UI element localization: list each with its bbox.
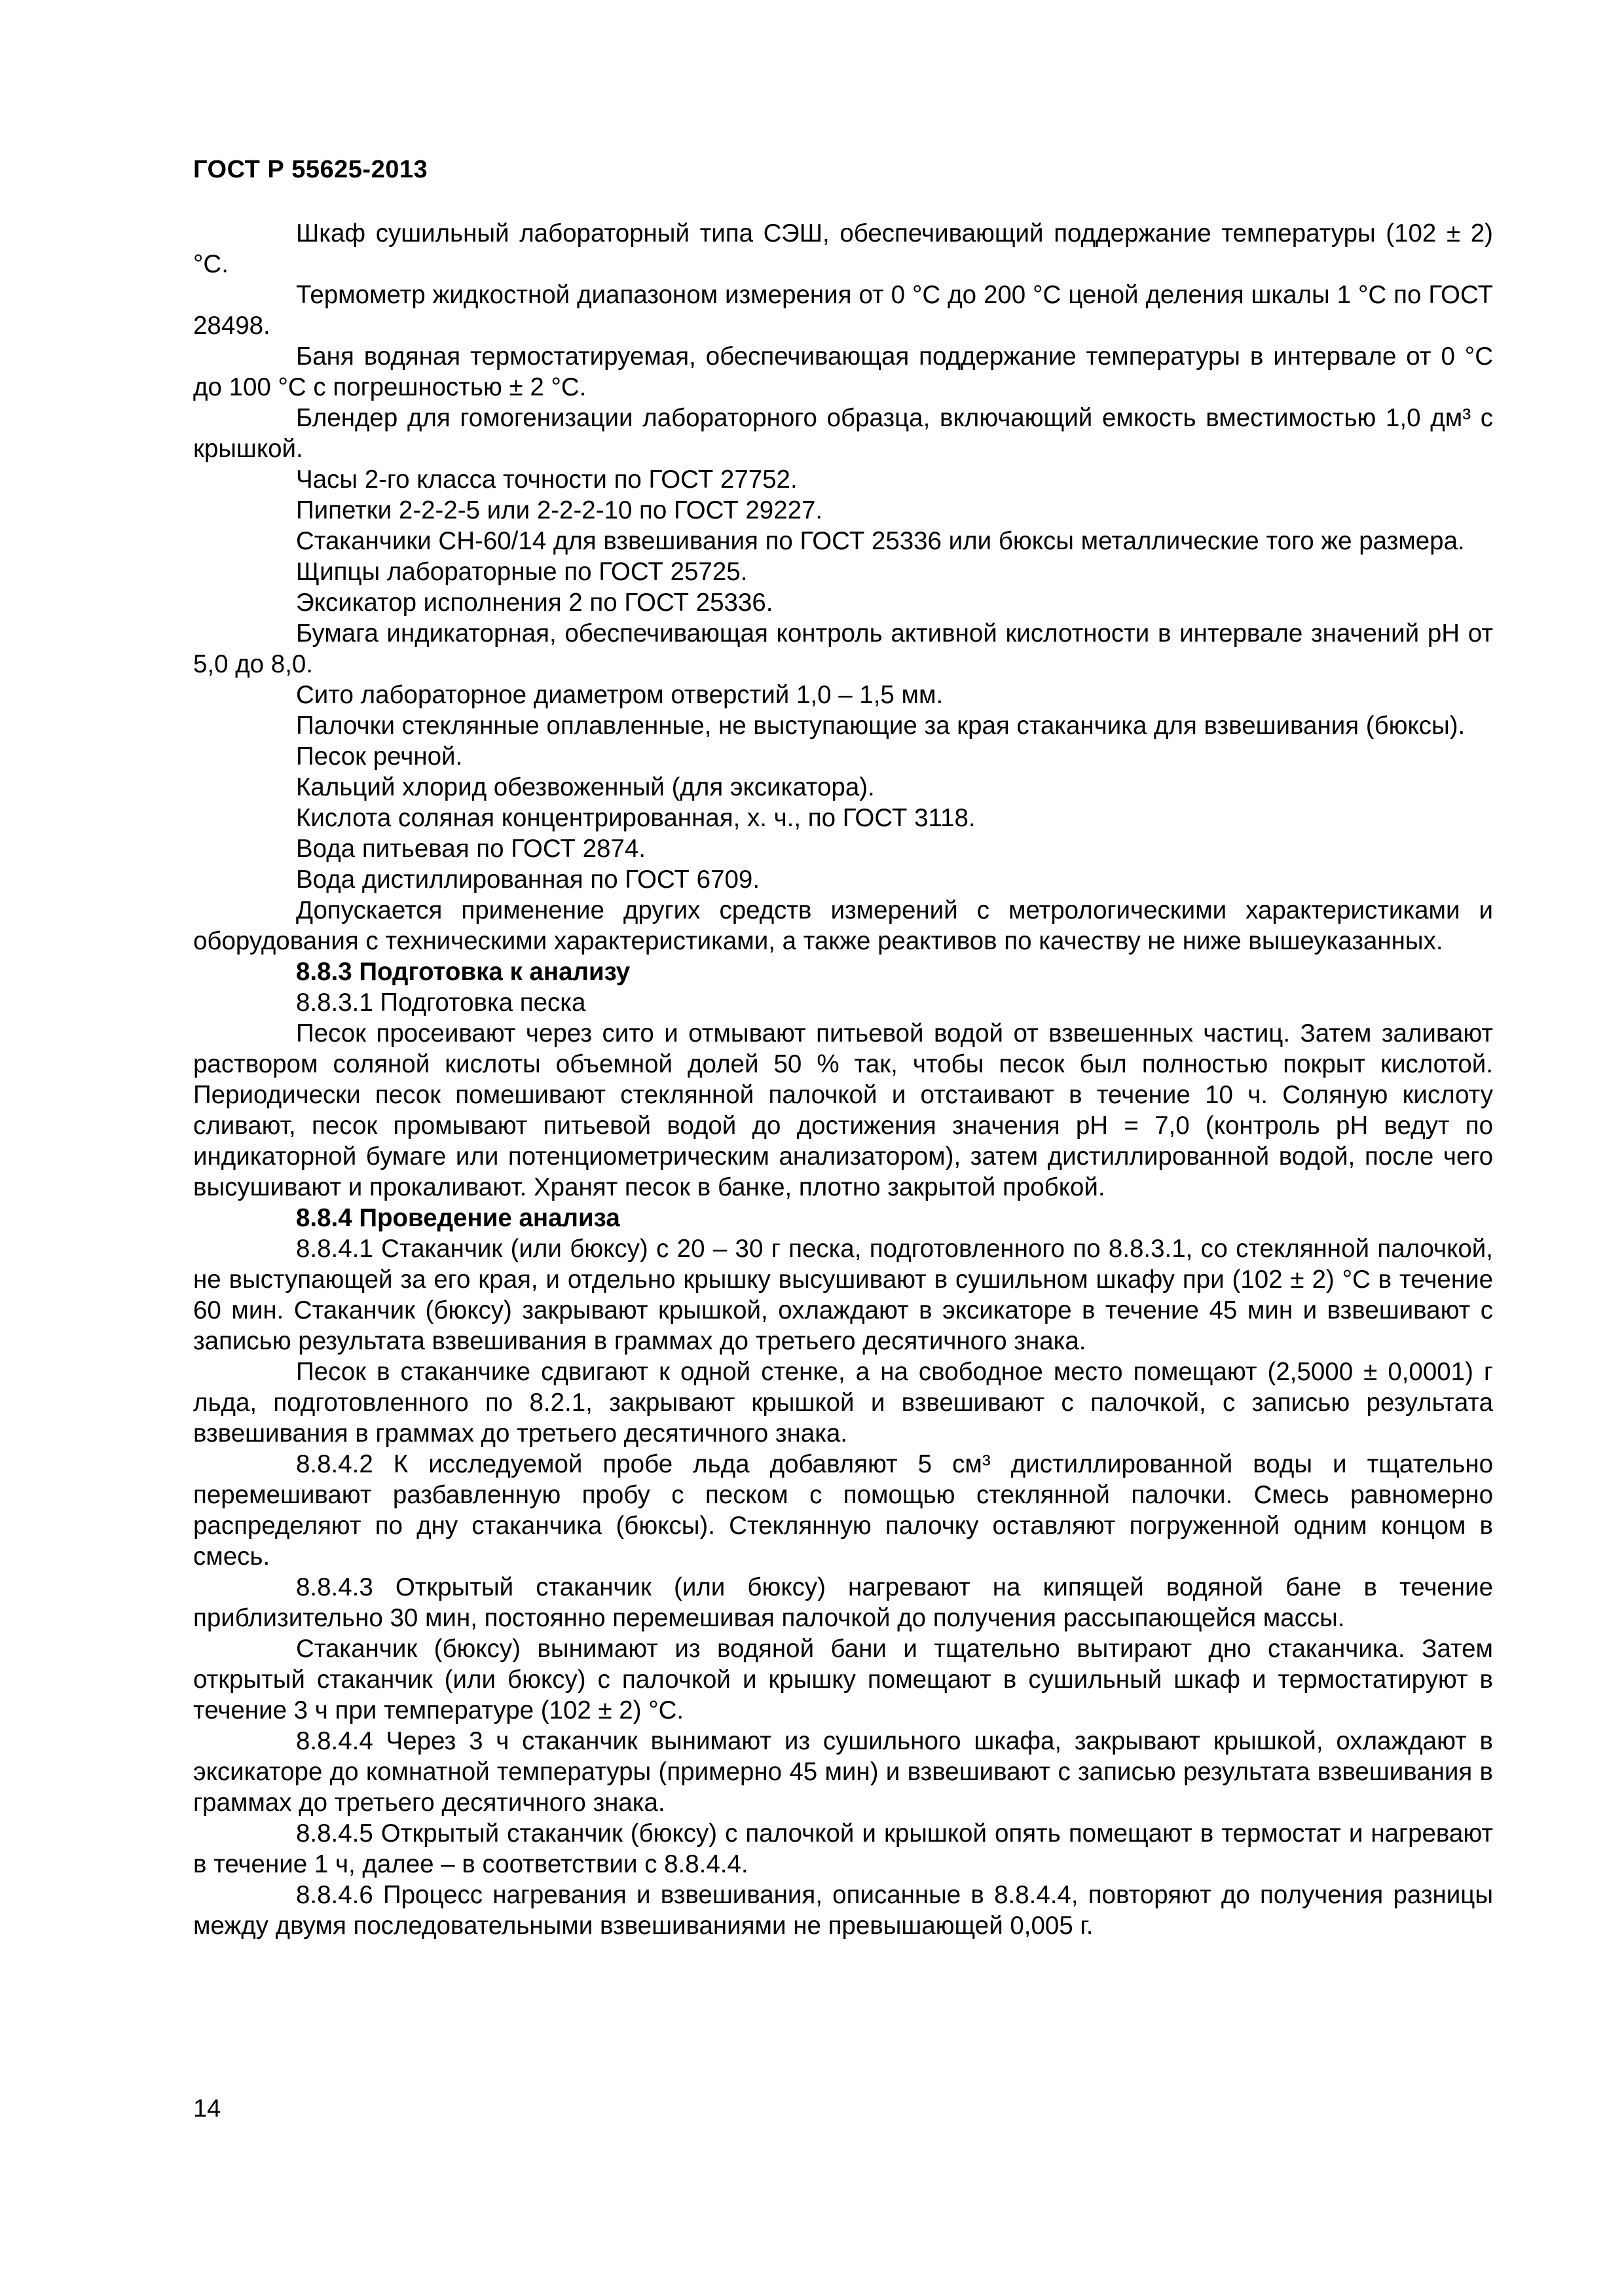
paragraph-8-8-4-2: 8.8.4.2 К исследуемой пробе льда добавляют 5 см³ дистиллированной воды и тщательно перемешивают разбавленную пробу с песком с помощью стеклянной палочки. Смесь равномерно распределяют по дну стаканчика (бюксы). Стеклянную палочку оставляют погруженной одним концом в смесь. [193,1450,1493,1571]
paragraph-distilled-water: Вода дистиллированная по ГОСТ 6709. [296,866,760,894]
document-code-header: ГОСТ Р 55625-2013 [193,156,428,183]
paragraph-blender: Блендер для гомогенизации лабораторного образца, включающий емкость вместимостью 1,0 дм³ с крышкой. [193,404,1493,463]
paragraph-tongs: Щипцы лабораторные по ГОСТ 25725. [296,558,748,586]
paragraph-drying-cabinet: Шкаф сушильный лабораторный типа СЭШ, обеспечивающий поддержание температуры (102 ± 2) °С. [193,219,1493,278]
paragraph-pipettes: Пипетки 2-2-2-5 или 2-2-2-10 по ГОСТ 29227. [296,496,823,524]
section-heading-8-8-3: 8.8.3 Подготовка к анализу [296,958,631,986]
paragraph-clock: Часы 2-го класса точности по ГОСТ 27752. [296,465,798,494]
paragraph-8-8-4-1: 8.8.4.1 Стаканчик (или бюксу) с 20 – 30 г песка, подготовленного по 8.8.3.1, со стеклянной палочкой, не выступающей за его края, и отдельно крышку высушивают в сушильном шкафу при (102 ± 2) °С в течение 60 мин. Стаканчик (бюксу) закрывают крышкой, охлаждают в эксикаторе в течение 45 мин и взвешивают с записью результата взвешивания в граммах до третьего десятичного знака. [193,1235,1493,1355]
paragraph-thermometer: Термометр жидкостной диапазоном измерения от 0 °С до 200 °С ценой деления шкалы 1 °С по ГОСТ 28498. [193,281,1493,340]
paragraph-calcium-chloride: Кальций хлорид обезвоженный (для эксикатора). [296,773,875,801]
paragraph-river-sand: Песок речной. [296,742,463,771]
paragraph-hydrochloric-acid: Кислота соляная концентрированная, х. ч., по ГОСТ 3118. [296,804,976,832]
section-heading-8-8-4: 8.8.4 Проведение анализа [296,1204,620,1232]
paragraph-8-8-4-3: 8.8.4.3 Открытый стаканчик (или бюксу) нагревают на кипящей водяной бане в течение приблизительно 30 мин, постоянно перемешивая палочкой до получения рассыпающейся массы. [193,1573,1493,1632]
paragraph-alternatives-allowed: Допускается применение других средств измерений с метрологическими характеристиками и оборудования с техническими характеристиками, а также реактивов по качеству не ниже вышеуказанных. [193,896,1493,955]
paragraph-water-bath: Баня водяная термостатируемая, обеспечивающая поддержание температуры в интервале от 0 °С до 100 °С с погрешностью ± 2 °С. [193,342,1493,401]
paragraph-sieve: Сито лабораторное диаметром отверстий 1,0 – 1,5 мм. [296,681,944,709]
paragraph-indicator-paper: Бумага индикаторная, обеспечивающая контроль активной кислотности в интервале значений рН от 5,0 до 8,0. [193,619,1493,678]
paragraph-desiccator: Эксикатор исполнения 2 по ГОСТ 25336. [296,589,773,617]
paragraph-8-8-4-6: 8.8.4.6 Процесс нагревания и взвешивания, описанные в 8.8.4.4, повторяют до получения разницы между двумя последовательными взвешиваниями не превышающей 0,005 г. [193,1881,1493,1940]
paragraph-ice-sample: Песок в стаканчике сдвигают к одной стенке, а на свободное место помещают (2,5000 ± 0,0001) г льда, подготовленного по 8.2.1, закрывают крышкой и взвешивают с палочкой, с записью результата взвешивания в граммах до третьего десятичного знака. [193,1358,1493,1448]
paragraph-8-8-4-5: 8.8.4.5 Открытый стаканчик (бюксу) с палочкой и крышкой опять помещают в термостат и нагревают в течение 1 ч, далее – в соответствии с 8.8.4.4. [193,1819,1493,1878]
paragraph-glass-rods: Палочки стеклянные оплавленные, не выступающие за края стаканчика для взвешивания (бюксы). [296,712,1466,740]
document-body [193,218,1493,1941]
paragraph-drinking-water: Вода питьевая по ГОСТ 2874. [296,835,646,863]
paragraph-thermostating: Стаканчик (бюксу) вынимают из водяной бани и тщательно вытирают дно стаканчика. Затем открытый стаканчик (или бюксу) с палочкой и крышку помещают в сушильный шкаф и термостатируют в течение 3 ч при температуре (102 ± 2) °С. [193,1635,1493,1724]
paragraph-weighing-cups: Стаканчики СН-60/14 для взвешивания по ГОСТ 25336 или бюксы металлические того же размера. [296,527,1465,555]
paragraph-8-8-4-4: 8.8.4.4 Через 3 ч стаканчик вынимают из сушильного шкафа, закрывают крышкой, охлаждают в эксикаторе до комнатной температуры (примерно 45 мин) и взвешивают с записью результата взвешивания в граммах до третьего десятичного знака. [193,1727,1493,1817]
page-number: 14 [193,2095,221,2123]
subsection-heading-8-8-3-1: 8.8.3.1 Подготовка песка [296,989,586,1017]
paragraph-sand-preparation: Песок просеивают через сито и отмывают питьевой водой от взвешенных частиц. Затем заливают раствором соляной кислоты объемной долей 50 % так, чтобы песок был полностью покрыт кислотой. Периодически песок помешивают стеклянной палочкой и отстаивают в течение 10 ч. Соляную кислоту сливают, песок промывают питьевой водой до достижения значения рН = 7,0 (контроль рН ведут по индикаторной бумаге или потенциометрическим анализатором), затем дистиллированной водой, после чего высушивают и прокаливают. Хранят песок в банке, плотно закрытой пробкой. [193,1019,1493,1201]
